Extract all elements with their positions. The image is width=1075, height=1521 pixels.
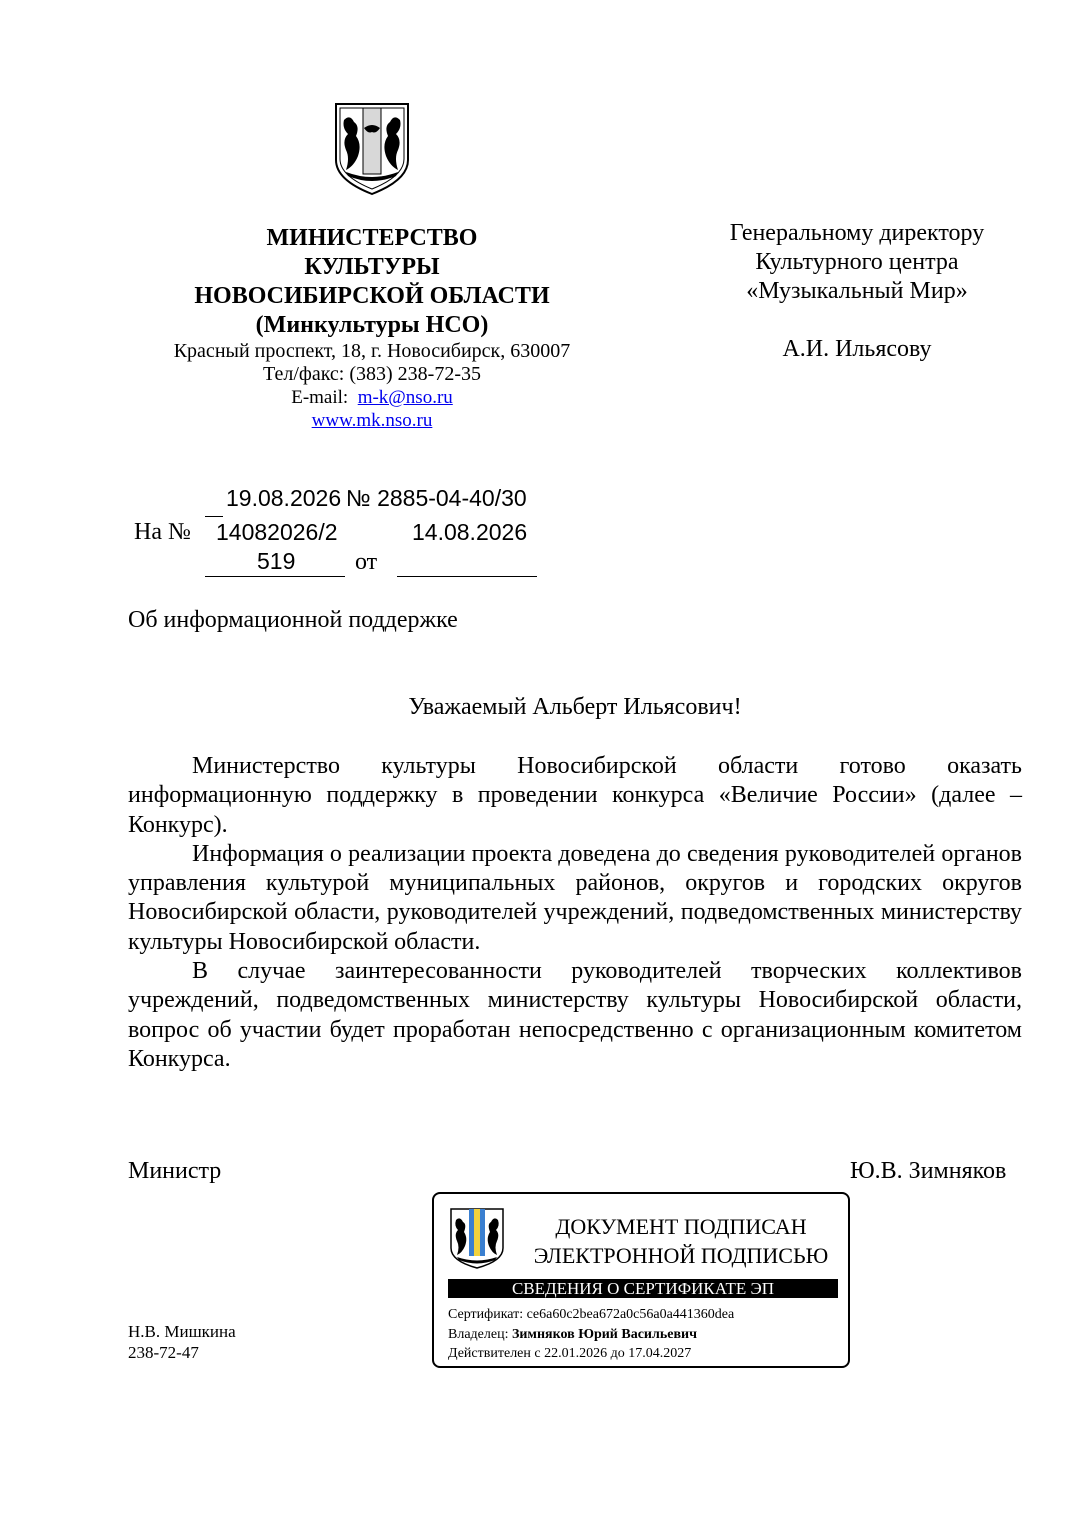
executor-phone: 238-72-47 bbox=[128, 1343, 199, 1362]
letter-subject: Об информационной поддержке bbox=[128, 607, 458, 633]
executor-block bbox=[128, 1321, 236, 1363]
owner-label: Владелец: bbox=[448, 1326, 509, 1342]
letter-greeting: Уважаемый Альберт Ильясович! bbox=[408, 694, 742, 720]
stamp-certificate-info bbox=[448, 1305, 734, 1364]
stamp-certificate-bar: СВЕДЕНИЯ О СЕРТИФИКАТЕ ЭП bbox=[448, 1279, 838, 1298]
org-phone: Тел/факс: (383) 238-72-35 bbox=[263, 363, 481, 385]
email-label: E-mail: bbox=[291, 387, 349, 408]
coat-of-arms-icon bbox=[448, 1206, 506, 1270]
addressee-block bbox=[700, 219, 1014, 364]
ref-date: 14.08.2026 bbox=[412, 519, 528, 545]
organization-header bbox=[130, 224, 614, 432]
cert-value: ce6a60c2bea672a0c56a0a441360dea bbox=[526, 1307, 735, 1322]
org-address: Красный проспект, 18, г. Новосибирск, 630007 bbox=[173, 340, 571, 362]
org-email-row bbox=[130, 386, 614, 409]
ref-date-underline bbox=[397, 576, 537, 577]
body-paragraph-1: Министерство культуры Новосибирской области готово оказать информационную поддержку в проведении конкурса «Величие России» (далее – Конкурс). bbox=[128, 753, 1022, 838]
ref-number-underline bbox=[205, 576, 345, 577]
website-link[interactable]: www.mk.nso.ru bbox=[311, 410, 433, 431]
org-short-name: (Минкультуры НСО) bbox=[255, 312, 489, 338]
stamp-heading-line-2: ЭЛЕКТРОННОЙ ПОДПИСЬЮ bbox=[533, 1243, 829, 1268]
reg-number: № 2885-04-40/30 bbox=[346, 485, 527, 511]
cert-label: Сертификат: bbox=[448, 1307, 524, 1322]
addressee-line-2: Культурного центра bbox=[755, 249, 959, 275]
org-website-row bbox=[130, 409, 614, 432]
addressee-line-3: «Музыкальный Мир» bbox=[746, 278, 968, 304]
reg-date-underline bbox=[205, 516, 223, 517]
org-name-line-1: МИНИСТЕРСТВО bbox=[266, 225, 478, 251]
signatory-name: Ю.В. Зимняков bbox=[850, 1158, 1007, 1184]
stamp-heading bbox=[526, 1212, 836, 1270]
ref-number-top: 14082026/2 bbox=[216, 519, 338, 545]
e-signature-stamp bbox=[432, 1192, 850, 1368]
stamp-owner-row bbox=[448, 1325, 734, 1345]
body-paragraph-2: Информация о реализации проекта доведена до сведения руководителей органов управления культурой муниципальных районов, округов и городских округов Новосибирской области, руководителей учреждений, подведомственных министерству культуры Новосибирской области. bbox=[128, 840, 1022, 955]
stamp-heading-line-1: ДОКУМЕНТ ПОДПИСАН bbox=[555, 1214, 807, 1239]
executor-name: Н.В. Мишкина bbox=[128, 1322, 236, 1341]
signatory-title: Министр bbox=[128, 1158, 222, 1184]
from-label: от bbox=[355, 549, 378, 575]
owner-value: Зимняков Юрий Васильевич bbox=[511, 1326, 697, 1342]
email-link[interactable]: m-k@nso.ru bbox=[357, 387, 453, 408]
stamp-certificate-row bbox=[448, 1305, 734, 1325]
letter-body bbox=[128, 752, 1022, 1074]
coat-of-arms-icon bbox=[332, 100, 412, 196]
ref-number-bottom: 519 bbox=[257, 548, 296, 574]
reg-date: 19.08.2026 bbox=[226, 485, 342, 511]
org-name-line-3: НОВОСИБИРСКОЙ ОБЛАСТИ bbox=[194, 283, 550, 309]
addressee-line-1: Генеральному директору bbox=[729, 220, 985, 246]
ref-label: На № bbox=[134, 519, 191, 545]
body-paragraph-3: В случае заинтересованности руководителей творческих коллективов учреждений, подведомственных министерству культуры Новосибирской области, вопрос об участии будет проработан непосредственно с организационным комитетом Конкурса. bbox=[128, 958, 1022, 1072]
stamp-validity: Действителен с 22.01.2026 до 17.04.2027 bbox=[448, 1346, 692, 1361]
org-name-line-2: КУЛЬТУРЫ bbox=[304, 254, 440, 280]
addressee-name: А.И. Ильясову bbox=[782, 336, 932, 362]
